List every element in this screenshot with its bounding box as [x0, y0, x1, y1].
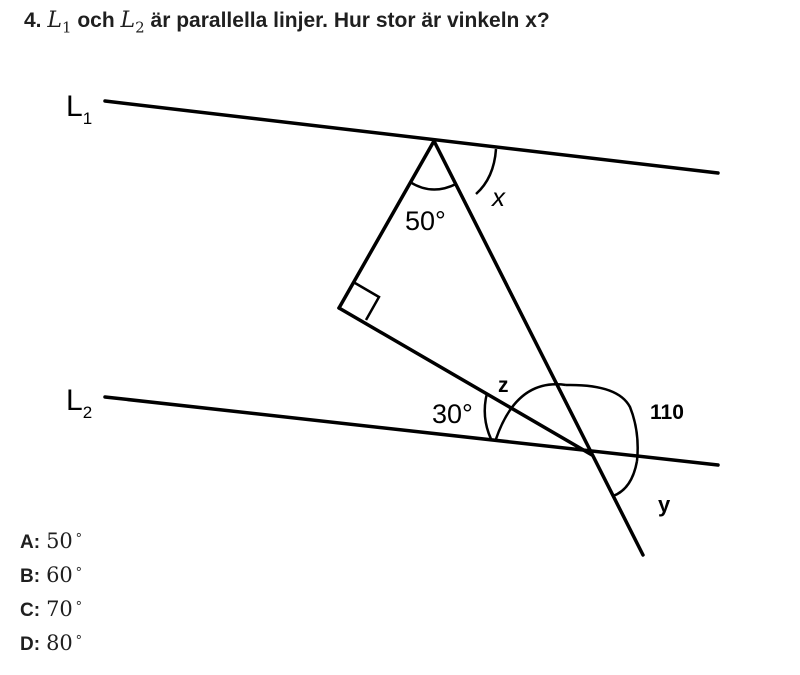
- l2-label: $L_2$: [66, 384, 93, 422]
- angle-30-label: 30°: [432, 399, 473, 429]
- option-b[interactable]: B: 60 ∘: [20, 562, 83, 587]
- angle-50-arc: [410, 182, 456, 190]
- line-l2: [105, 397, 718, 465]
- transversal: [434, 141, 643, 555]
- angle-50-label: 50°: [405, 206, 446, 236]
- angle-y-label: y: [658, 492, 671, 517]
- option-a[interactable]: A: 50 ∘: [20, 528, 83, 553]
- l1-label: $L_1$: [66, 90, 93, 128]
- angle-110-label: 110: [650, 401, 684, 424]
- and-word: och: [77, 9, 115, 32]
- option-d[interactable]: D: 80 ∘: [20, 630, 83, 655]
- right-angle-marker: [355, 283, 379, 320]
- angle-y-arc: [613, 461, 637, 496]
- line-l1: [105, 101, 718, 173]
- angle-z-label: z: [498, 374, 509, 397]
- line2-var: $L_2$: [120, 8, 145, 37]
- question-body: är parallella linjer. Hur stor är vinkeln x?: [150, 9, 550, 32]
- angle-x-label: x: [492, 182, 505, 212]
- question-number: 4.: [24, 9, 42, 32]
- answer-options: [20, 528, 83, 664]
- option-c[interactable]: C: 70 ∘: [20, 596, 83, 621]
- angle-30-arc: [485, 393, 491, 439]
- line1-var: $L_1$: [47, 8, 72, 37]
